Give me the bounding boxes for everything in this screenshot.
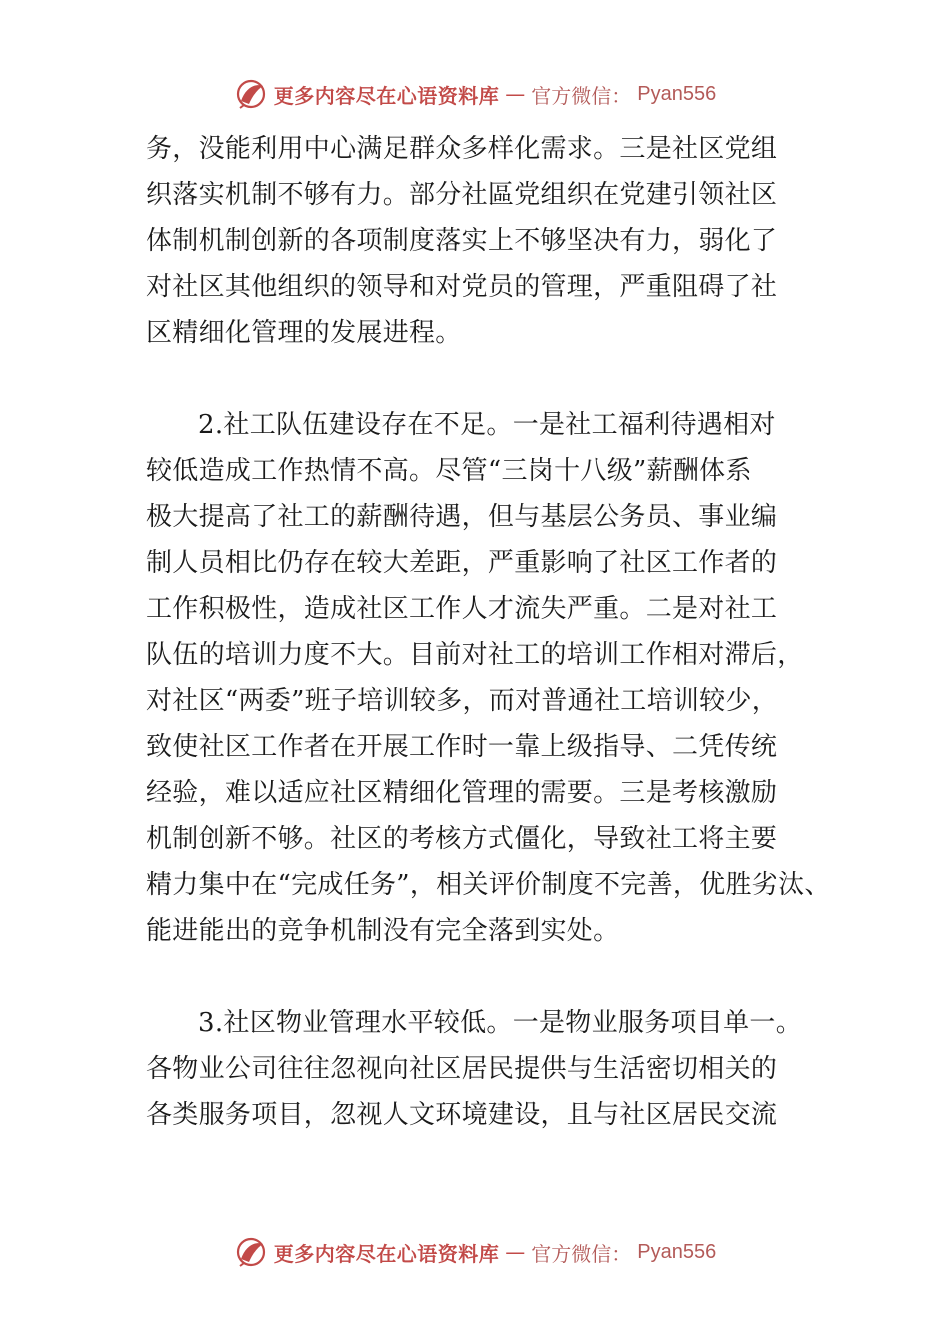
brand-logo-icon: [234, 77, 268, 111]
wechat-id: Pyan556: [637, 82, 717, 105]
text-line: 对社区其他组织的领导和对党员的管理，严重阻碍了社: [146, 272, 778, 302]
document-body: [146, 126, 831, 1138]
text-line: 织落实机制不够有力。部分社區党组织在党建引领社区: [146, 180, 778, 210]
paragraph-gap: [146, 954, 826, 1000]
text-line: 3.社区物业管理水平较低。一是物业服务项目单一。: [198, 1008, 803, 1038]
banner-separator: —: [505, 82, 526, 106]
text-line: 各类服务项目，忽视人文环境建设，且与社区居民交流: [146, 1100, 778, 1130]
header-banner: [0, 74, 950, 114]
text-line: 体制机制创新的各项制度落实上不够坚决有力，弱化了: [146, 226, 778, 256]
text-line: 经验，难以适应社区精细化管理的需要。三是考核激励: [146, 778, 778, 808]
paragraph-2: [146, 402, 831, 954]
text-line: 对社区“两委”班子培训较多，而对普通社工培训较少，: [146, 686, 779, 716]
text-line: 制人员相比仍存在较大差距，严重影响了社区工作者的: [146, 548, 778, 578]
wechat-label: 官方微信：: [531, 1241, 632, 1266]
brand-name: 更多内容尽在心语资料库: [273, 1241, 500, 1266]
wechat-label: 官方微信：: [531, 83, 632, 108]
text-line: 区精细化管理的发展进程。: [146, 318, 462, 348]
paragraph-gap: [146, 356, 826, 402]
footer-banner: [0, 1232, 950, 1272]
brand-logo-icon: [234, 1235, 268, 1269]
brand-name: 更多内容尽在心语资料库: [273, 83, 500, 108]
wechat-id: Pyan556: [637, 1240, 717, 1263]
paragraph-1: [146, 126, 826, 356]
text-line: 能进能出的竞争机制没有完全落到实处。: [146, 916, 620, 946]
text-line: 2.社工队伍建设存在不足。一是社工福利待遇相对: [198, 410, 776, 440]
text-line: 较低造成工作热情不高。尽管“三岗十八级”薪酬体系: [146, 456, 752, 486]
text-line: 机制创新不够。社区的考核方式僵化，导致社工将主要: [146, 824, 778, 854]
text-line: 队伍的培训力度不大。目前对社工的培训工作相对滞后，: [146, 640, 804, 670]
text-line: 极大提高了社工的薪酬待遇，但与基层公务员、事业编: [146, 502, 778, 532]
banner-separator: —: [505, 1240, 526, 1264]
paragraph-3: [146, 1000, 826, 1138]
text-line: 务，没能利用中心满足群众多样化需求。三是社区党组: [146, 134, 778, 164]
text-line: 致使社区工作者在开展工作时一靠上级指导、二凭传统: [146, 732, 778, 762]
text-line: 各物业公司往往忽视向社区居民提供与生活密切相关的: [146, 1054, 778, 1084]
text-line: 精力集中在“完成任务”，相关评价制度不完善，优胜劣汰、: [146, 870, 831, 900]
text-line: 工作积极性，造成社区工作人才流失严重。二是对社工: [146, 594, 778, 624]
